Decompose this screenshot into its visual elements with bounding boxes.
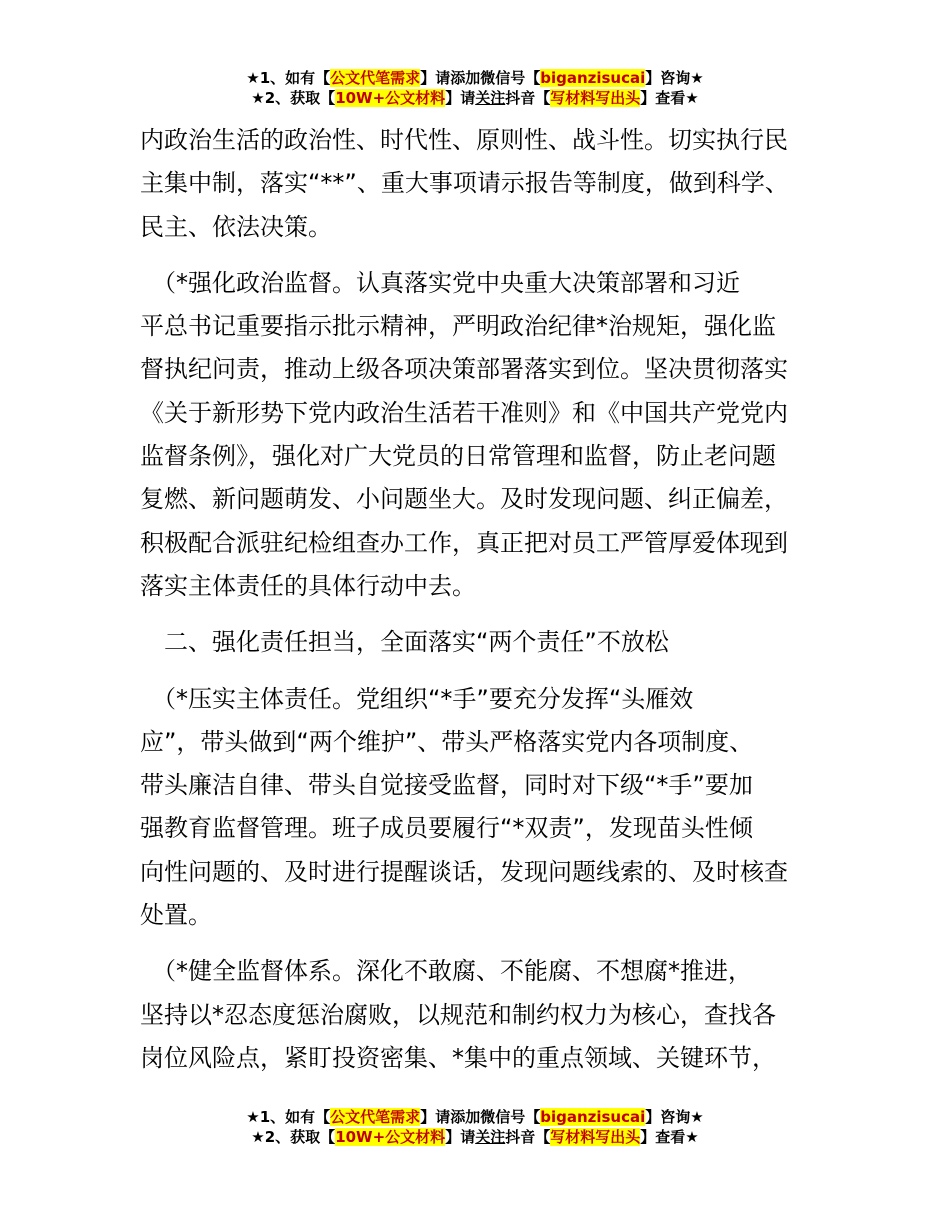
paragraph (140, 678, 830, 938)
text-line: （*压实主体责任。党组织“*手”要充分发挥“头雁效 (140, 684, 694, 713)
text-line: 处置。 (140, 901, 212, 930)
paragraph (140, 950, 830, 1080)
text-line: 岗位风险点，紧盯投资密集、*集中的重点领域、关键环节， (140, 1043, 776, 1072)
banner-underlined: 关注 (475, 89, 506, 107)
text-line: 应”，带头做到“两个维护”、带头严格落实党内各项制度、 (140, 727, 754, 756)
banner-highlight: 写材料写出头 (550, 1128, 641, 1146)
header-banner (0, 68, 950, 108)
banner-highlight: 10W+公文材料 (335, 89, 446, 107)
text-line: 带头廉洁自律、带头自觉接受监督，同时对下级“*手”要加 (140, 771, 753, 800)
banner-text: ★2、获取【 (251, 1128, 336, 1146)
banner-text: 】咨询★ (645, 69, 704, 87)
banner-text: 】请 (445, 1128, 476, 1146)
text-line: 监督条例》，强化对广大党员的日常管理和监督，防止老问题 (140, 442, 776, 471)
header-line-1 (0, 68, 950, 88)
banner-text: 】咨询★ (645, 1108, 704, 1126)
text-line: 落实主体责任的具体行动中去。 (140, 571, 476, 600)
banner-text: 】查看★ (640, 89, 699, 107)
document-body (140, 119, 830, 1080)
banner-text: 抖音【 (505, 89, 551, 107)
text-line: （*健全监督体系。深化不敢腐、不能腐、不想腐*推进， (140, 957, 752, 986)
banner-text: 】请添加微信号【 (420, 69, 541, 87)
text-line: 复燃、新问题萌发、小问题坐大。及时发现问题、纠正偏差， (140, 485, 788, 514)
banner-highlight: 公文代笔需求 (330, 1108, 421, 1126)
banner-text: 】请添加微信号【 (420, 1108, 541, 1126)
banner-text: ★1、如有【 (246, 69, 331, 87)
banner-highlight: 写材料写出头 (550, 89, 641, 107)
banner-text: 】请 (445, 89, 476, 107)
header-line-2 (0, 88, 950, 108)
banner-highlight: 10W+公文材料 (335, 1128, 446, 1146)
text-line: 强教育监督管理。班子成员要履行“*双责”，发现苗头性倾 (140, 814, 753, 843)
banner-text: ★2、获取【 (251, 89, 336, 107)
text-line: 内政治生活的政治性、时代性、原则性、战斗性。切实执行民 (140, 126, 788, 154)
banner-highlight: biganzisucai (540, 69, 646, 87)
banner-highlight: 公文代笔需求 (330, 69, 421, 87)
text-line: （*强化政治监督。认真落实党中央重大决策部署和习近 (140, 268, 740, 297)
banner-text: ★1、如有【 (246, 1108, 331, 1126)
banner-text: 】查看★ (640, 1128, 699, 1146)
footer-line-2 (0, 1127, 950, 1147)
text-line: 坚持以*忍态度惩治腐败，以规范和制约权力为核心，查找各 (140, 1000, 776, 1029)
paragraph (140, 262, 830, 608)
footer-line-1 (0, 1107, 950, 1127)
footer-banner (0, 1107, 950, 1147)
text-line: 二、强化责任担当，全面落实“两个责任”不放松 (140, 628, 669, 657)
text-line: 主集中制，落实“**”、重大事项请示报告等制度，做到科学、 (140, 169, 789, 198)
banner-text: 抖音【 (505, 1128, 551, 1146)
text-line: 向性问题的、及时进行提醒谈话，发现问题线索的、及时核查 (140, 857, 788, 886)
text-line: 督执纪问责，推动上级各项决策部署落实到位。坚决贯彻落实 (140, 355, 788, 384)
text-line: 民主、依法决策。 (140, 212, 332, 241)
paragraph (140, 621, 830, 664)
text-line: 《关于新形势下党内政治生活若干准则》和《中国共产党党内 (140, 398, 788, 427)
banner-highlight: biganzisucai (540, 1108, 646, 1126)
text-line: 平总书记重要指示批示精神，严明政治纪律*治规矩，强化监 (140, 312, 776, 341)
paragraph (140, 119, 830, 249)
banner-underlined: 关注 (475, 1128, 506, 1146)
text-line: 积极配合派驻纪检组查办工作，真正把对员工严管厚爱体现到 (140, 528, 788, 557)
